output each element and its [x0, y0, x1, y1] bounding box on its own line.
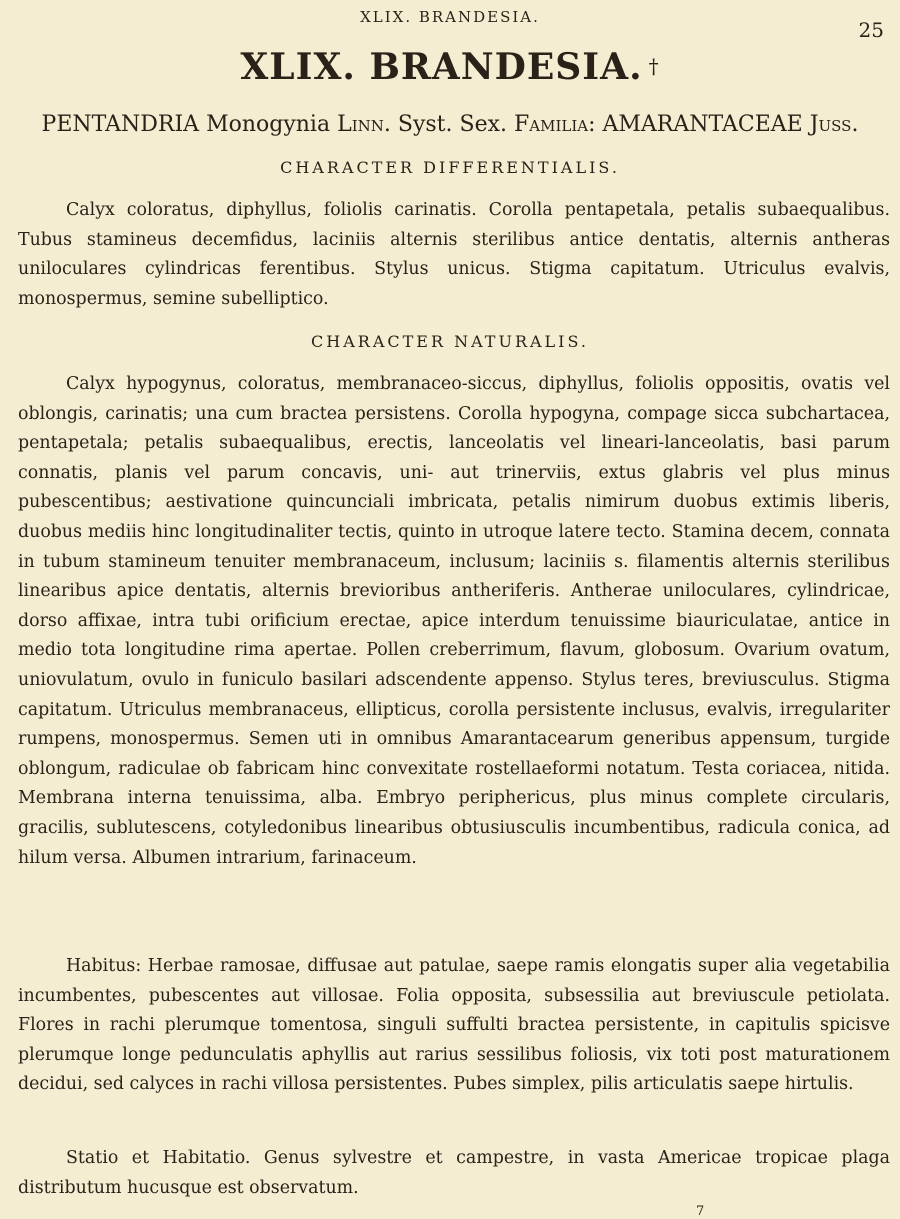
paragraph-character-naturalis: Calyx hypogynus, coloratus, membranaceo-siccus, diphyllus, foliolis oppositis, ovatis vel oblongis, carinatis; una cum bractea persistens. Corolla hypogyna, compage sicca subchartacea, pentapetala; petalis subaequalibus, erectis, lanceolatis vel lineari-lanceolatis, basi parum connatis, planis vel parum concavis, uni- aut trinerviis, extus glabris vel plus minus pubescentibus; aestivatione quincunciali imbricata, petalis nimirum duobus extimis liberis, duobus mediis hinc longitudinaliter tectis, quinto in utroque latere tecto. Stamina decem, connata in tubum stamineum tenuiter membranaceum, inclusum; laciniis s. filamentis alternis sterilibus linearibus apice dentatis, alternis brevioribus antheriferis. Antherae uniloculares, cylindricae, dorso affixae, intra tubi orificium erectae, apice interdum tenuissime biauriculatae, antice in medio tota longitudine rima apertae. Pollen creberrimum, flavum, globosum. Ovarium ovatum, uniovulatum, ovulo in funiculo basilari adscendente appenso. Stylus teres, breviusculus. Stigma capitatum. Utriculus membranaceus, ellipticus, corolla persistente inclusus, evalvis, irregulariter rumpens, monospermus. Semen uti in omnibus Amarantacearum generibus appensum, turgide oblongum, radiculae ob fabricam hinc convexitate rostellaeformi notatum. Testa coriacea, nitida. Membrana interna tenuissima, alba. Embryo periphericus, plus minus complete circularis, gracilis, sublutescens, cotyledonibus linearibus obtusiusculis incumbentibus, radicula conica, ad hilum versa. Albumen intrarium, farinaceum.: [18, 374, 890, 868]
paragraph-habitus: Habitus: Herbae ramosae, diffusae aut patulae, saepe ramis elongatis super alia vegetabilia incumbentes, pubescentes aut villosae. Folia opposita, subsessilia aut breviuscule petiolata. Flores in rachi plerumque tomentosa, singuli suffulti bractea persistente, in capitulis spicisve plerumque longe pedunculatis aphyllis aut rarius sessilibus foliosis, vix toti post maturationem decidui, sed calyces in rachi villosa persistentes. Pubes simplex, pilis articulatis saepe hirtulis.: [18, 956, 890, 1095]
linnaean-class: PENTANDRIA: [41, 112, 200, 137]
paragraph-statio-habitatio: Statio et Habitatio. Genus sylvestre et campestre, in vasta Americae tropicae plaga distributum hucusque est observatum.: [18, 1148, 890, 1198]
classification-line: [0, 112, 900, 137]
signature-mark: 7: [696, 1204, 705, 1219]
linn-abbrev: Linn.: [337, 112, 391, 137]
heading-character-naturalis: CHARACTER NATURALIS.: [311, 332, 589, 351]
genus-title-text: XLIX. BRANDESIA.: [240, 46, 643, 88]
heading-character-differentialis: CHARACTER DIFFERENTIALIS.: [280, 158, 620, 177]
juss-abbrev: Juss.: [809, 112, 859, 137]
family-name: AMARANTACEAE: [602, 112, 803, 137]
page-number: 25: [858, 18, 884, 42]
genus-title: [0, 46, 900, 88]
dagger-mark: †: [648, 54, 660, 78]
linnaean-order: Monogynia: [206, 112, 331, 137]
running-head: XLIX. BRANDESIA.: [360, 8, 540, 26]
syst-sex: Syst. Sex.: [397, 112, 507, 137]
familia-label: Familia:: [513, 112, 596, 137]
paragraph-character-differentialis: Calyx coloratus, diphyllus, foliolis carinatis. Corolla pentapetala, petalis subaequalibus. Tubus stamineus decemfidus, laciniis alternis sterilibus antice dentatis, alternis antheras uniloculares cylindricas ferentibus. Stylus unicus. Stigma capitatum. Utriculus evalvis, monospermus, semine subelliptico.: [18, 200, 890, 309]
